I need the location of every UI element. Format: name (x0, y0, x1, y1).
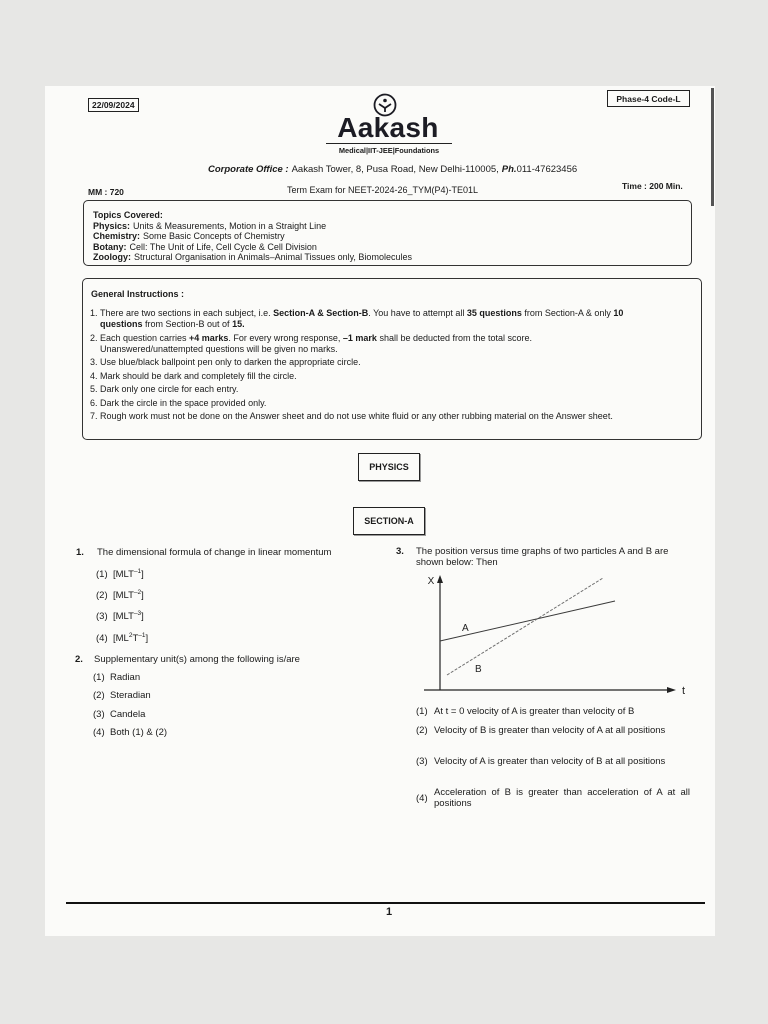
option-text: ] (141, 569, 144, 580)
topic-text: Cell: The Unit of Life, Cell Cycle & Cell Division (129, 241, 317, 252)
instruction-emphasis: questions (100, 319, 143, 329)
topic-subject: Physics: (93, 220, 131, 231)
topic-text: Units & Measurements, Motion in a Straight Line (133, 220, 327, 231)
instruction-item (90, 398, 696, 409)
option-text: ] (141, 590, 144, 601)
instruction-text: from Section-B out of (142, 319, 233, 329)
option-label: (4) (93, 727, 105, 738)
phone-number: 011-47623456 (516, 164, 578, 175)
option-superscript: –3 (133, 609, 142, 617)
instruction-body (100, 384, 238, 395)
q3-option-3 (416, 756, 696, 767)
instruction-text: . For every wrong response, (228, 332, 343, 343)
option-text: [MLT (113, 569, 134, 580)
option-label: (1) (93, 672, 105, 683)
instruction-text: Dark the circle in the space provided only. (100, 397, 267, 408)
footer-rule (66, 902, 705, 904)
q3-option-2 (416, 725, 696, 736)
topic-line-botany (93, 242, 682, 253)
option-label: (3) (93, 709, 105, 720)
question-3-number (396, 546, 404, 557)
topic-subject: Botany: (93, 241, 127, 252)
instruction-item (90, 384, 696, 395)
q2-option-4 (93, 727, 167, 738)
topics-heading: Topics Covered: (93, 210, 163, 220)
instruction-text: Dark only one circle for each entry. (100, 384, 239, 394)
instruction-line (100, 319, 623, 330)
topic-text: Some Basic Concepts of Chemistry (143, 231, 285, 242)
instruction-item (90, 411, 696, 422)
option-text: Acceleration of B is greater than acceleration of A at all positions (434, 787, 690, 809)
q1-option-4 (96, 633, 148, 644)
option-text: ] (145, 633, 149, 644)
question-text: Supplementary unit(s) among the following is/are (94, 654, 300, 665)
option-text: Radian (110, 672, 141, 683)
option-label: (1) (96, 569, 108, 580)
topic-line-chemistry (93, 231, 682, 242)
option-text: Velocity of A is greater than velocity of B at all positions (434, 756, 666, 767)
logo-wordmark: Aakash (337, 112, 439, 143)
q2-option-3 (93, 709, 145, 720)
q1-option-2 (96, 590, 144, 601)
corporate-office-line (208, 164, 577, 175)
instruction-line (100, 308, 623, 319)
line-a (440, 601, 615, 641)
question-2 (75, 654, 300, 665)
topic-line-zoology (93, 252, 682, 263)
option-label: (4) (96, 633, 108, 644)
instruction-text: There are two sections in each subject, i.e. (100, 308, 274, 318)
option-text: [MLT (113, 590, 134, 601)
y-axis-arrow-icon (437, 575, 443, 583)
y-axis-label: X (427, 576, 435, 587)
instruction-text: Mark should be dark and completely fill the circle. (100, 370, 297, 381)
logo-tagline: Medical|IIT-JEE|Foundations (326, 143, 452, 155)
instruction-text: Each question carries (100, 332, 190, 343)
office-address: Aakash Tower, 8, Pusa Road, New Delhi-110005, (291, 164, 499, 175)
topics-covered-box (83, 200, 692, 266)
option-text: At t = 0 velocity of A is greater than velocity of B (434, 706, 635, 717)
question-number: 2. (75, 654, 83, 665)
option-text: [MLT (113, 611, 134, 622)
option-superscript: –1 (138, 631, 146, 639)
instruction-text: . You have to attempt all (368, 308, 467, 318)
option-text: Steradian (110, 690, 151, 701)
instruction-line (100, 384, 238, 395)
question-number: 1. (76, 547, 84, 558)
option-label: (2) (96, 590, 108, 601)
exam-title: Term Exam for NEET-2024-26_TYM(P4)-TE01L (287, 185, 479, 195)
subject-heading: PHYSICS (358, 453, 420, 481)
instruction-text: Use blue/black ballpoint pen only to darken the appropriate circle. (100, 357, 361, 367)
question-number: 3. (396, 546, 404, 557)
option-text: ] (141, 611, 144, 622)
instruction-emphasis: 10 (613, 308, 624, 318)
instruction-number: 3. (90, 357, 98, 367)
instruction-line (100, 398, 266, 409)
position-time-graph (420, 570, 690, 700)
question-text: The dimensional formula of change in linear momentum (97, 547, 332, 558)
phone-label: Ph. (501, 164, 517, 175)
instruction-emphasis: 35 questions (466, 308, 522, 318)
topic-subject: Zoology: (93, 252, 131, 263)
option-label: (3) (96, 611, 108, 622)
q1-option-1 (96, 569, 144, 580)
instruction-number: 6. (90, 397, 98, 408)
section-heading: SECTION-A (353, 507, 425, 535)
option-text: [ML (113, 633, 129, 644)
line-b (447, 578, 603, 675)
instructions-list (90, 308, 696, 425)
topic-line-physics (93, 221, 682, 232)
option-text: Both (1) & (2) (110, 727, 168, 738)
general-instructions-box (82, 278, 702, 440)
instruction-body (100, 371, 297, 382)
instructions-heading: General Instructions : (91, 289, 185, 299)
instruction-emphasis: +4 marks (189, 332, 229, 343)
q2-option-2 (93, 690, 151, 701)
option-label: (2) (93, 690, 105, 701)
instruction-number: 7. (90, 411, 98, 421)
instruction-text: from Section-A & only (521, 308, 614, 318)
question-text: The position versus time graphs of two particles A and B are shown below: Then (416, 546, 669, 568)
office-label: Corporate Office : (208, 164, 289, 175)
instruction-text: Rough work must not be done on the Answer sheet and do not use white fluid or any other rubbing material on the Answer sheet. (100, 411, 613, 421)
paper-edge-shadow (711, 88, 714, 206)
instruction-number: 1. (90, 308, 98, 318)
q2-option-1 (93, 672, 140, 683)
max-marks: MM : 720 (88, 187, 124, 197)
instruction-body (100, 398, 266, 409)
instruction-item (90, 308, 696, 330)
instruction-item (90, 333, 696, 355)
option-label: (3) (416, 756, 428, 767)
instruction-line (100, 333, 532, 344)
option-label: (2) (416, 725, 428, 736)
instruction-number: 4. (90, 370, 98, 381)
instruction-number: 5. (90, 384, 98, 394)
option-label: (1) (416, 706, 428, 717)
instruction-item (90, 371, 696, 382)
instruction-body (100, 333, 532, 355)
instruction-text: Unanswered/unattempted questions will be given no marks. (100, 343, 338, 354)
q1-option-3 (96, 611, 144, 622)
instruction-emphasis: Section-A & Section-B (273, 308, 369, 318)
option-text: T (132, 633, 139, 644)
instruction-text: shall be deducted from the total score. (376, 332, 533, 343)
q3-option-4 (416, 787, 696, 809)
instruction-line (100, 357, 361, 368)
topic-text: Structural Organisation in Animals–Animal Tissues only, Biomolecules (134, 252, 412, 263)
instruction-body (100, 308, 623, 330)
option-superscript: 2 (128, 631, 133, 639)
instruction-item (90, 357, 696, 368)
instruction-line (100, 344, 532, 355)
instruction-body (100, 411, 613, 422)
instruction-body (100, 357, 361, 368)
topic-subject: Chemistry: (93, 231, 141, 242)
option-label: (4) (416, 792, 428, 804)
line-b-label: B (475, 664, 482, 675)
instruction-emphasis: 15. (232, 319, 245, 329)
line-a-label: A (462, 623, 469, 634)
instruction-line (100, 371, 297, 382)
option-superscript: –2 (133, 588, 142, 596)
question-1 (76, 547, 331, 558)
exam-date: 22/09/2024 (88, 98, 139, 112)
q3-option-1 (416, 706, 696, 717)
x-axis-label: t (682, 685, 686, 697)
option-superscript: –1 (133, 567, 142, 575)
instruction-number: 2. (90, 332, 98, 343)
option-text: Velocity of B is greater than velocity of A at all positions (434, 725, 666, 736)
instruction-emphasis: –1 mark (342, 332, 377, 343)
page-number: 1 (386, 906, 393, 918)
option-text: Candela (110, 709, 146, 720)
x-axis-arrow-icon (667, 687, 676, 693)
paper-code: Phase-4 Code-L (607, 90, 690, 107)
instruction-line (100, 411, 613, 422)
exam-duration: Time : 200 Min. (622, 181, 683, 191)
